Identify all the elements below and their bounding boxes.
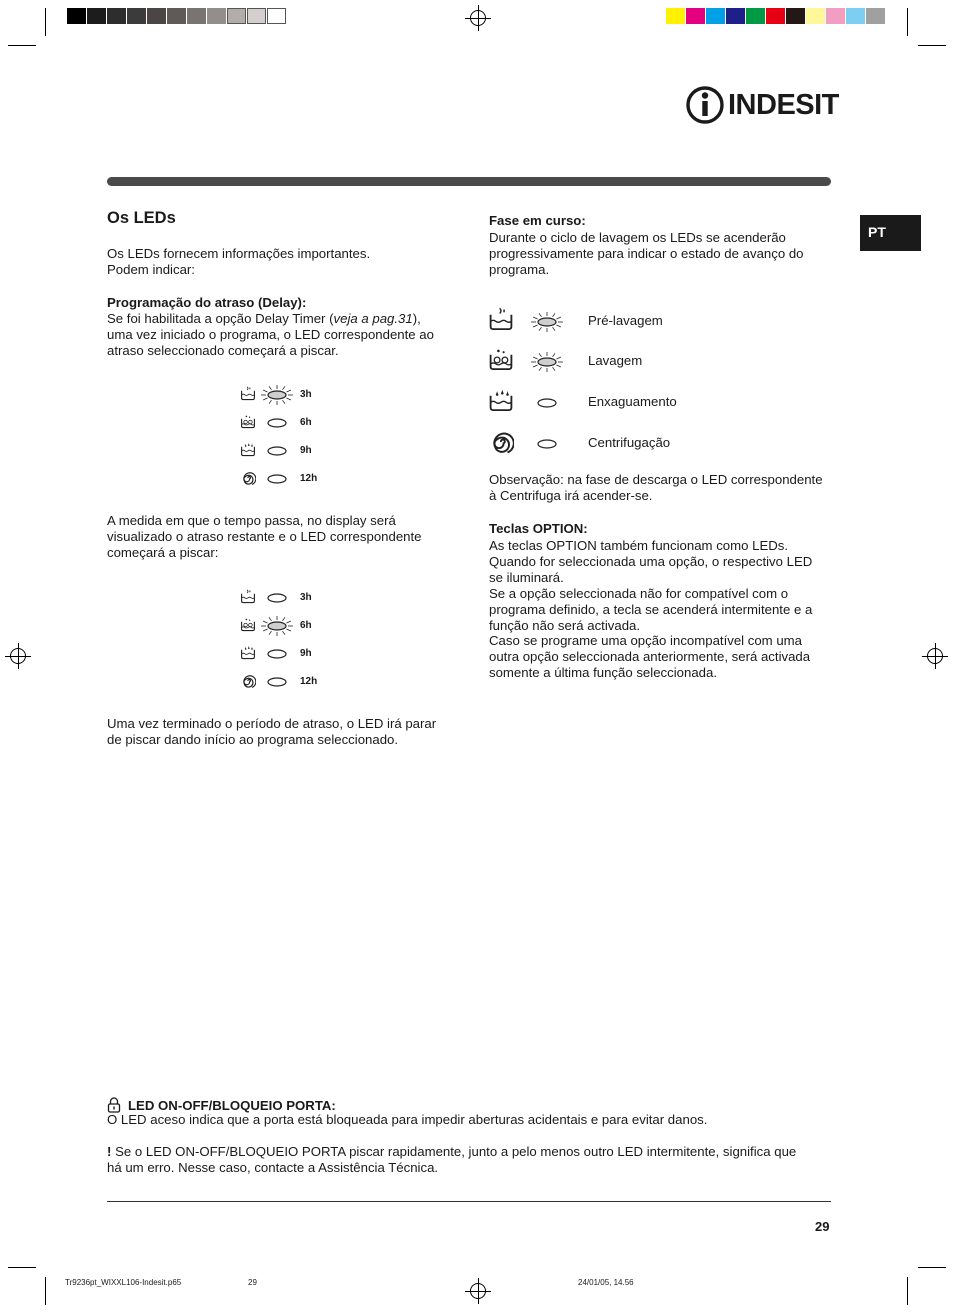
observation-line: à Centrifuga irá acender-se.	[489, 488, 653, 503]
phase-text-line: Durante o ciclo de lavagem os LEDs se acenderão	[489, 230, 786, 245]
option-text-line: função não será activada.	[489, 617, 641, 633]
gray-swatch	[147, 8, 166, 24]
delay-hours-label: 3h	[300, 389, 312, 400]
process-swatch	[866, 8, 885, 24]
indesit-logo	[686, 86, 839, 124]
delay-heading: Programação do atraso (Delay):	[107, 295, 307, 310]
intro-line: Os LEDs fornecem informações importantes.	[107, 246, 371, 261]
delay-hours-label: 12h	[300, 473, 318, 484]
spin-icon	[240, 673, 256, 694]
page-number: 29	[815, 1219, 830, 1234]
observation-line: Observação: na fase de descarga o LED correspondente	[489, 472, 823, 487]
crop-mark	[8, 45, 36, 46]
delay-led-panel-2	[238, 587, 328, 697]
led-off-icon	[259, 671, 295, 698]
option-text-line: outra opção seleccionada anteriormente, será activada	[489, 649, 811, 665]
registration-mark-icon	[10, 648, 26, 664]
logo-wordmark: INDESIT	[728, 89, 839, 121]
header-rule	[107, 177, 831, 186]
para2-line: começará a piscar:	[107, 545, 219, 560]
led-lit-icon	[529, 351, 565, 378]
delay-text-line: uma vez iniciado o programa, o LED correspondente ao	[107, 327, 434, 342]
rinse-icon	[488, 388, 514, 419]
led-off-icon	[259, 468, 295, 495]
gray-swatch	[87, 8, 106, 24]
para2-line: A medida em que o tempo passa, no display será	[107, 513, 396, 528]
prewash-icon	[240, 589, 256, 610]
led-lit-icon	[259, 384, 295, 411]
lock-icon	[107, 1097, 121, 1113]
section-title: Os LEDs	[107, 209, 176, 227]
phase-text-line: programa.	[489, 262, 550, 277]
para2-line: visualizado o atraso restante e o LED correspondente	[107, 529, 422, 544]
gray-swatch	[207, 8, 226, 24]
para3-line: de piscar dando início ao programa seleccionado.	[107, 732, 399, 747]
warning-line: ! Se o LED ON-OFF/BLOQUEIO PORTA piscar rapidamente, junto a pelo menos outro LED intermitente, significa que	[107, 1144, 797, 1159]
rinse-icon	[240, 442, 256, 463]
gray-swatch	[227, 8, 246, 24]
option-text-line: se iluminará.	[489, 569, 564, 585]
gray-swatch	[247, 8, 266, 24]
lock-text: O LED aceso indica que a porta está bloqueada para impedir aberturas acidentais e para evitar danos.	[107, 1112, 708, 1127]
footer-rule	[107, 1201, 831, 1202]
gray-swatch	[127, 8, 146, 24]
delay-hours-label: 6h	[300, 417, 312, 428]
option-heading: Teclas OPTION:	[489, 521, 588, 536]
prewash-icon	[488, 307, 514, 338]
option-text-line: Se a opção seleccionada não for compatível com o	[489, 585, 789, 601]
process-swatch	[706, 8, 725, 24]
process-swatch	[786, 8, 805, 24]
delay-hours-label: 12h	[300, 676, 318, 687]
gray-swatch	[267, 8, 286, 24]
gray-swatch	[67, 8, 86, 24]
para3-line: Uma vez terminado o período de atraso, o LED irá parar	[107, 716, 437, 731]
process-swatch	[846, 8, 865, 24]
phase-label: Enxaguamento	[588, 394, 677, 409]
gray-swatch	[187, 8, 206, 24]
led-lit-icon	[259, 615, 295, 642]
delay-hours-label: 3h	[300, 592, 312, 603]
led-lit-icon	[529, 311, 565, 338]
led-off-icon	[529, 433, 565, 460]
led-off-icon	[259, 587, 295, 614]
process-swatch	[686, 8, 705, 24]
footer-page: 29	[248, 1278, 257, 1287]
led-off-icon	[259, 643, 295, 670]
language-tab	[860, 215, 921, 251]
phase-heading: Fase em curso:	[489, 213, 586, 228]
wash-icon	[240, 414, 256, 435]
option-text-line: Quando for seleccionada uma opção, o respectivo LED	[489, 553, 813, 569]
registration-mark-icon	[927, 648, 943, 664]
phase-text-line: progressivamente para indicar o estado de avanço do	[489, 246, 804, 261]
footer-file: Tr9236pt_WIXXL106-Indesit.p65	[65, 1278, 182, 1287]
process-swatch	[666, 8, 685, 24]
lock-heading: LED ON-OFF/BLOQUEIO PORTA:	[128, 1098, 336, 1113]
crop-mark	[918, 1267, 946, 1268]
gray-swatch	[107, 8, 126, 24]
wash-icon	[488, 347, 514, 378]
delay-hours-label: 9h	[300, 648, 312, 659]
language-tab-label: PT	[868, 224, 886, 240]
option-text-line: programa definido, a tecla se acenderá intermitente e a	[489, 601, 813, 617]
crop-mark	[45, 8, 46, 36]
option-text-line: somente a última função seleccionada.	[489, 665, 717, 681]
spin-icon	[488, 429, 514, 460]
footer-date: 24/01/05, 14.56	[578, 1278, 634, 1287]
spin-icon	[240, 470, 256, 491]
phase-label: Lavagem	[588, 353, 643, 368]
led-off-icon	[259, 440, 295, 467]
process-swatch	[746, 8, 765, 24]
option-text-line: Caso se programe uma opção incompatível com uma	[489, 633, 802, 649]
registration-mark-icon	[470, 1283, 486, 1299]
delay-text-line: Se foi habilitada a opção Delay Timer (veja a pag.31),	[107, 311, 421, 326]
prewash-icon	[240, 386, 256, 407]
crop-mark	[907, 8, 908, 36]
crop-mark	[8, 1267, 36, 1268]
warning-mark: !	[107, 1144, 112, 1159]
delay-hours-label: 9h	[300, 445, 312, 456]
led-off-icon	[259, 412, 295, 439]
page-reference: veja a pag.31	[333, 311, 413, 326]
delay-hours-label: 6h	[300, 620, 312, 631]
process-swatch	[726, 8, 745, 24]
rinse-icon	[240, 645, 256, 666]
phase-label: Centrifugação	[588, 435, 671, 450]
crop-mark	[918, 45, 946, 46]
crop-mark	[907, 1277, 908, 1305]
phase-label: Pré-lavagem	[588, 313, 663, 328]
option-text-line: As teclas OPTION também funcionam como LEDs.	[489, 538, 789, 553]
gray-swatch	[167, 8, 186, 24]
process-swatch	[806, 8, 825, 24]
delay-text-line: atraso seleccionado começará a piscar.	[107, 343, 339, 358]
registration-mark-icon	[470, 10, 486, 26]
led-off-icon	[529, 392, 565, 419]
process-swatch	[766, 8, 785, 24]
process-swatch	[826, 8, 845, 24]
warning-line: há um erro. Nesse caso, contacte a Assistência Técnica.	[107, 1160, 439, 1175]
wash-icon	[240, 617, 256, 638]
intro-line: Podem indicar:	[107, 262, 195, 277]
delay-led-panel-1	[238, 384, 328, 494]
crop-mark	[45, 1277, 46, 1305]
